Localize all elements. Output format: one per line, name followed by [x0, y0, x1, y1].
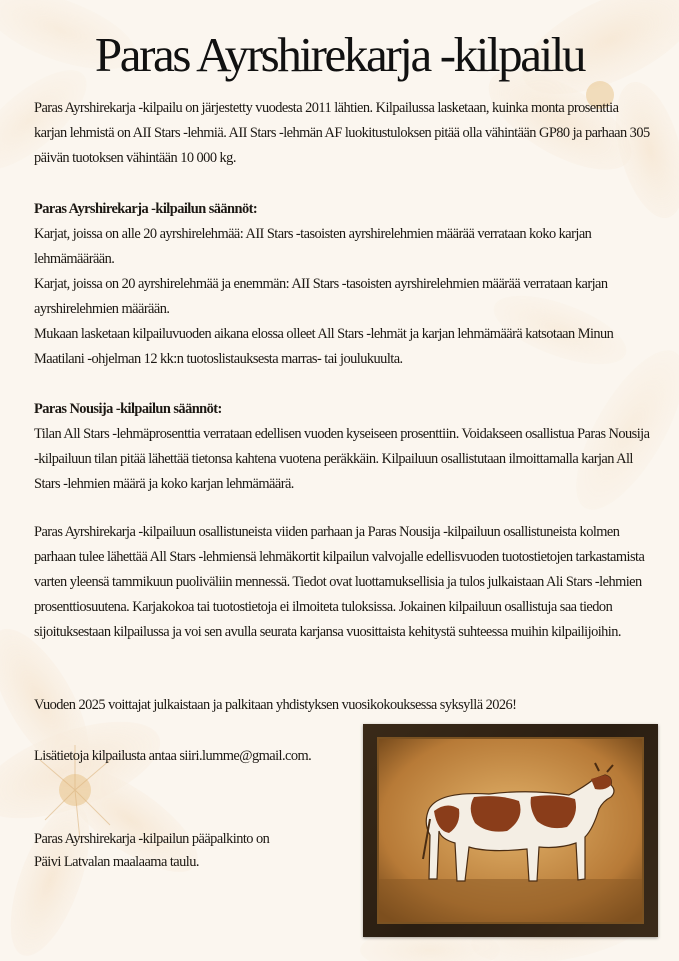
- ayrshire-rule-2: Karjat, joissa on 20 ayrshirelehmää ja enemmän: AII Stars -tasoisten ayrshirelehmien määrää verrataan karjan ayrshirelehmien määrään.: [34, 276, 608, 317]
- winners-paragraph: Vuoden 2025 voittajat julkaistaan ja palkitaan yhdistyksen vuosikokouksessa syksyllä 2026!: [34, 697, 517, 713]
- nousija-rules-heading-text: Paras Nousija -kilpailun säännöt:: [34, 401, 222, 417]
- cow-painting-image: [379, 739, 642, 922]
- nousija-rule-1: Tilan All Stars -lehmäprosenttia verrataan edellisen vuoden kyseiseen prosenttiin. Voidakseen osallistua Paras Nousija -kilpailuun tilan pitää lähettää tietonsa kahtena vuotena peräkkäin. Kilpailuun osallistutaan ilmoittamalla karjan All Stars -lehmien määrä ja koko karjan lehmämäärä.: [34, 426, 650, 492]
- ayrshire-rules-heading-text: Paras Ayrshirekarja -kilpailun säännöt:: [34, 201, 258, 217]
- prize-caption-line-1: Paras Ayrshirekarja -kilpailun pääpalkinto on: [34, 831, 270, 847]
- painting-canvas: [377, 737, 644, 924]
- prize-caption: [34, 828, 334, 874]
- framed-cow-painting: [363, 724, 658, 937]
- page-title: Paras Ayrshirekarja -kilpailu: [94, 27, 585, 82]
- ayrshire-rule-1: Karjat, joissa on alle 20 ayrshirelehmää: AII Stars -tasoisten ayrshirelehmien määrää verrataan koko karjan lehmämäärään.: [34, 226, 592, 267]
- contact-paragraph: Lisätietoja kilpailusta antaa siiri.lumme@gmail.com.: [34, 748, 312, 764]
- nousija-rules-heading: [34, 397, 650, 422]
- prize-caption-line-2: Päivi Latvalan maalaama taulu.: [34, 854, 199, 870]
- intro-paragraph: Paras Ayrshirekarja -kilpailu on järjestetty vuodesta 2011 lähtien. Kilpailussa lasketaan, kuinka monta prosenttia karjan lehmistä on AII Stars -lehmiä. AII Stars -lehmän AF luokitustuloksen pitää olla vähintään GP80 ja parhaan 305 päivän tuotoksen vähintään 10 000 kg.: [34, 100, 650, 166]
- ayrshire-rules-heading: [34, 197, 650, 222]
- ayrshire-rule-3: Mukaan lasketaan kilpailuvuoden aikana elossa olleet All Stars -lehmät ja karjan lehmämäärä katsotaan Minun Maatilani -ohjelman 12 kk:n tuotoslistauksesta marras- tai joulukuulta.: [34, 326, 614, 367]
- verification-paragraph: Paras Ayrshirekarja -kilpailuun osallistuneista viiden parhaan ja Paras Nousija -kilpailuun osallistuneista kolmen parhaan tulee lähettää All Stars -lehmiensä lehmäkortit kilpailun valvojalle edellisvuoden tuotostietojen tarkastamista varten yleensä tammikuun puoliväliin mennessä. Tiedot ovat luottamuksellisia ja tulos julkaistaan Ali Stars -lehmien prosenttiosuutena. Karjakokoa tai tuotostietoja ei ilmoiteta tuloksissa. Jokainen kilpailuun osallistuja saa tiedon sijoituksestaan kilpailussa ja voi sen avulla seurata karjansa vuosittaista kehitystä suhteessa muihin kilpailijoihin.: [34, 524, 645, 640]
